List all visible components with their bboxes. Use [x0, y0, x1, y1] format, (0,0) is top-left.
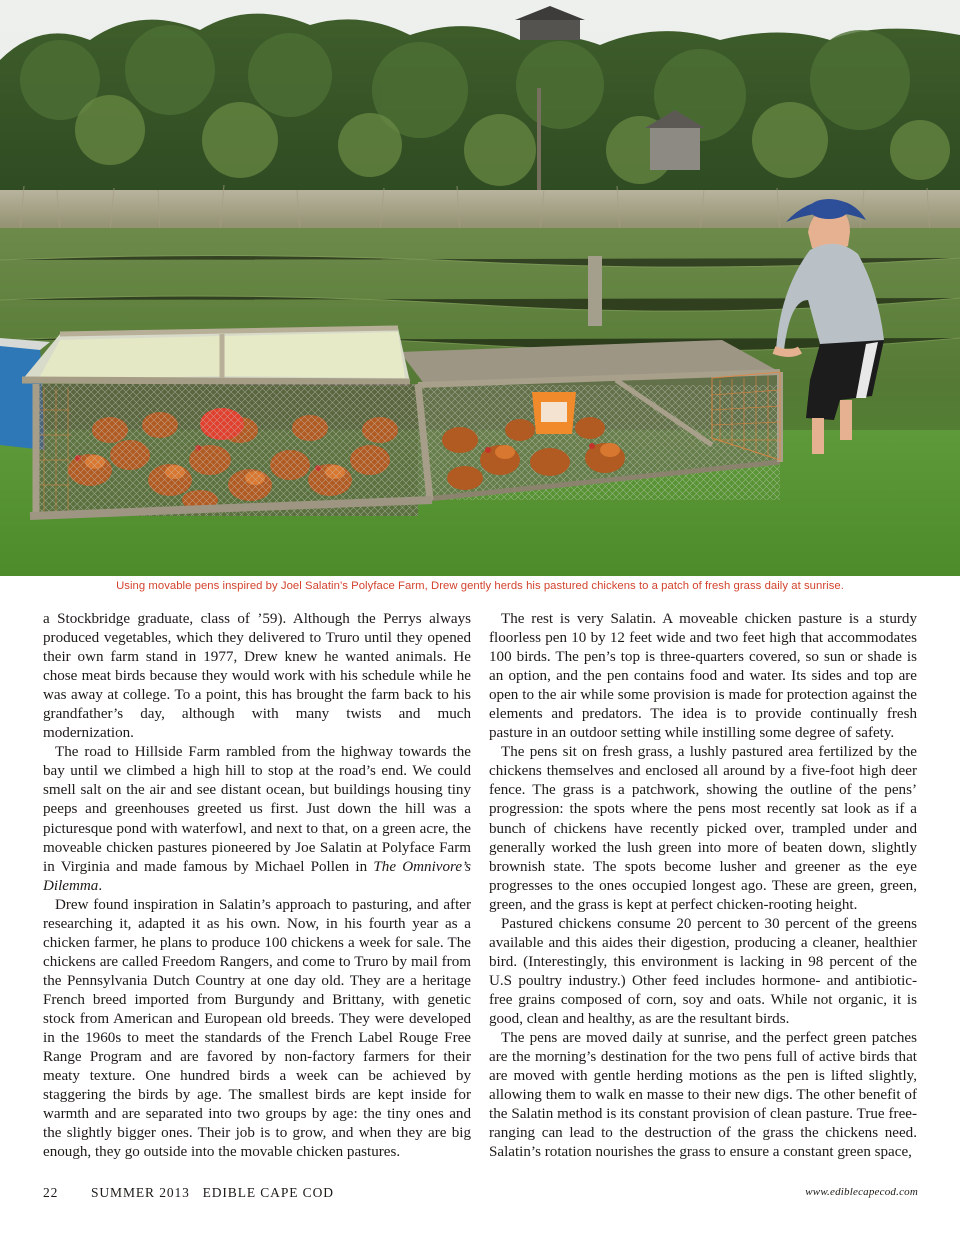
website-url: www.ediblecapecod.com — [805, 1186, 918, 1198]
photo-caption: Using movable pens inspired by Joel Salatin’s Polyface Farm, Drew gently herds his pastured chickens to a patch of fresh grass daily at sunrise. — [116, 580, 844, 592]
issue-label: SUMMER 2013 EDIBLE CAPE COD — [91, 1185, 334, 1200]
page-footer — [43, 1185, 918, 1205]
paragraph-text: . — [98, 877, 103, 894]
book-title: The Omnivore’s Dilemma — [43, 858, 471, 894]
paragraph: a Stockbridge graduate, class of ’59). Although the Perrys always produced vegetables, which they delivered to Truro until they opened their own farm stand in 1977, Drew knew he wanted animals. He chose meat birds because they would work with his schedule while he was away at college. To a point, this has brought the farm back to his grandfather’s day, although with many twists and much modernization. — [43, 611, 471, 742]
paragraph: The rest is very Salatin. A moveable chicken pasture is a sturdy floorless pen 10 by 12 feet wide and two feet high that accommodates 100 birds. The pen’s top is three-quarters covered, so sun or shade is an option, and the pen contains food and water. Its sides and top are open to the air while some provision is made for protection against the elements and predators. The idea is to provide continually fresh pasture in an outdoor setting while instilling some degree of safety. — [489, 611, 917, 742]
paragraph: The pens are moved daily at sunrise, and the perfect green patches are the morning’s destination for the two pens full of active birds that are moved with gentle herding motions as the pen is lifted slightly, allowing them to walk en masse to their new digs. The other benefit of the Salatin method is its constant provision of clean pasture. True free-ranging can lead to the destruction of the grass the chickens need. Salatin’s rotation nourishes the grass to ensure a constant green space, — [489, 1030, 917, 1161]
article-photo — [0, 0, 960, 576]
paragraph-text: The road to Hillside Farm rambled from the highway towards the bay until we climbed a high hill to stop at the road’s end. We could smell salt on the air and see distant ocean, but buildings housing tiny peeps and greenhouses greeted us first. Just down the hill was a picturesque pond with waterfowl, and next to that, on a green acre, the moveable chicken pastures pioneered by Joe Salatin at Polyface Farm in Virginia and made famous by Michael Pollen in — [43, 744, 471, 875]
article-column-right — [489, 610, 917, 1172]
article-column-left — [43, 610, 471, 1172]
paragraph: Drew found inspiration in Salatin’s approach to pasturing, and after researching it, adapted it as his own. Now, in his fourth year as a chicken farmer, he plans to produce 100 chickens a week for sale. The chickens are called Freedom Rangers, and come to Truro by mail from the Pennsylvania Dutch Country at one day old. They are a heritage French breed imported from Burgundy and Brittany, with genetic stock from American and European old breeds. They were developed in the 1960s to meet the standards of the French Label Rouge Free Range Program and are favored by non-factory farmers for their meaty texture. One hundred birds a week can be achieved by staggering the birds by age. The smallest birds are kept inside for warmth and are separated into two groups by age: the tiny ones and the slightly bigger ones. Their job is to grow, and when they are big enough, they go outside into the movable chicken pastures. — [43, 896, 471, 1161]
farm-photo-illustration — [0, 0, 960, 576]
paragraph: Pastured chickens consume 20 percent to 30 percent of the greens available and this aides their digestion, producing a cleaner, healthier bird. (Interestingly, this environment is lacking in 98 percent of the U.S poultry industry.) Other feed includes hormone- and antibiotic-free grains composed of corn, soy and oats. While not organic, it is good, clean and healthy, as are the resultant birds. — [489, 915, 917, 1027]
page-number: 22 — [43, 1185, 59, 1200]
paragraph: The pens sit on fresh grass, a lushly pastured area fertilized by the chickens themselves and enclosed all around by a five-foot high deer fence. The grass is a patchwork, showing the outline of the pens’ progression: the spots where the pens most recently sat look as if a bunch of chickens have recently picked over, trampled under and generally worked the lush green into more of beaten down, slightly brownish state. The spots become lusher and greener as the eye progresses to the ones occupied longest ago. These are green, green, green, and the grass is kept at perfect chicken-rooting height. — [489, 744, 917, 913]
paragraph — [43, 743, 471, 895]
